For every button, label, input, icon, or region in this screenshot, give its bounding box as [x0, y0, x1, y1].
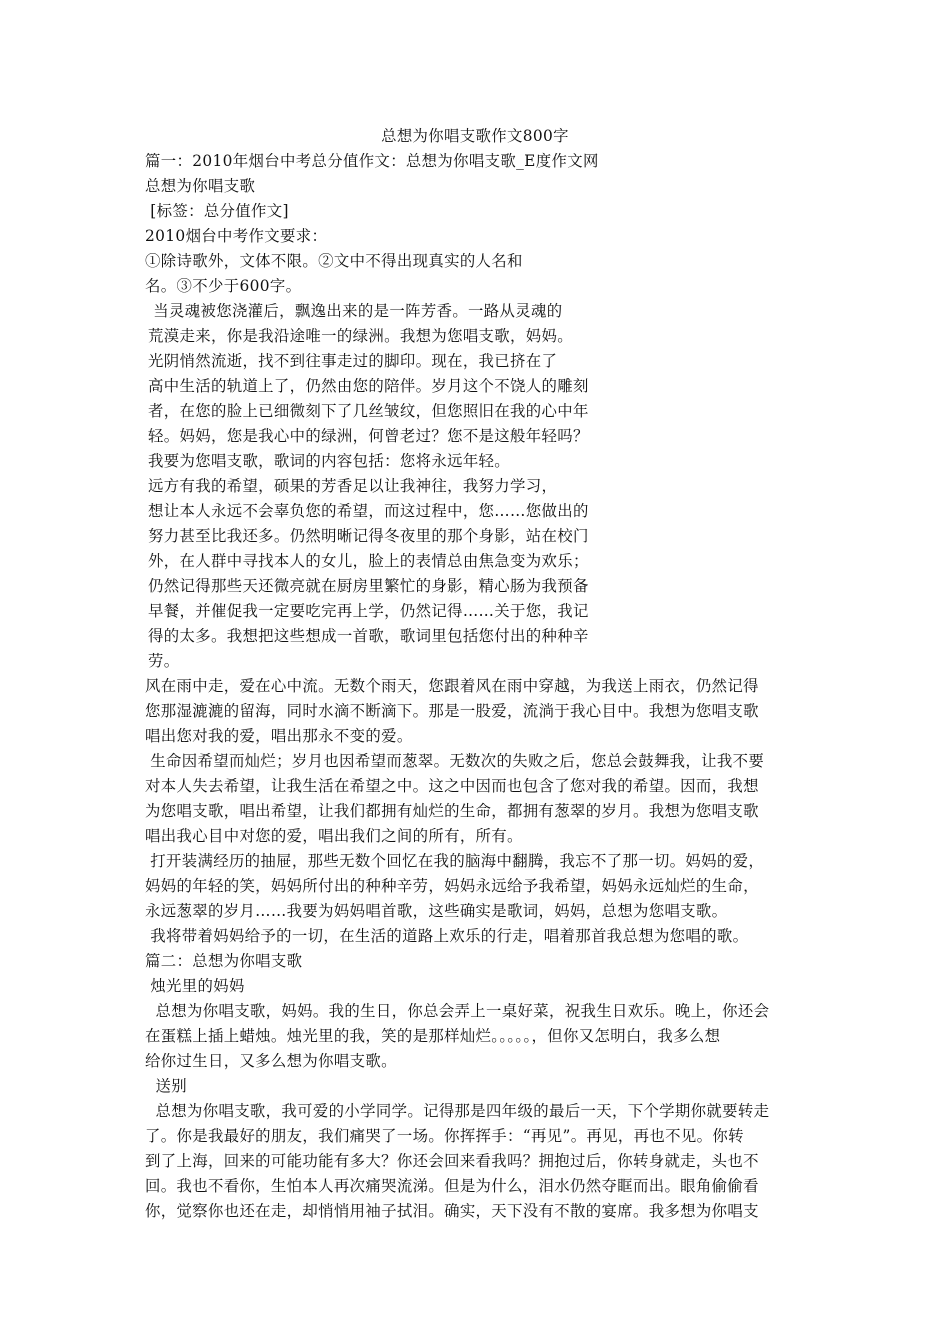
text-line: 光阴悄然流逝，找不到往事走过的脚印。现在，我已挤在了 [148, 352, 558, 370]
text-line: 我将带着妈妈给予的一切，在生活的道路上欢乐的行走，唱着那首我总想为您唱的歌。 [145, 927, 749, 945]
text-line: 荒漠走来，你是我沿途唯一的绿洲。我想为您唱支歌，妈妈。 [148, 327, 573, 345]
text-line: 总想为你唱支歌，妈妈。我的生日，你总会弄上一桌好菜，祝我生日欢乐。晚上，你还会 [145, 1002, 770, 1020]
text-line: 总想为你唱支歌，我可爱的小学同学。记得那是四年级的最后一天，下个学期你就要转走 [145, 1102, 770, 1120]
text-line: 了。你是我最好的朋友，我们痛哭了一场。你挥挥手：“再见”。再见，再也不见。你转 [145, 1127, 744, 1145]
text-line: 生命因希望而灿烂；岁月也因希望而葱翠。无数次的失败之后，您总会鼓舞我，让我不要 [145, 752, 765, 770]
text-line: 打开装满经历的抽屉，那些无数个回忆在我的脑海中翻腾，我忘不了那一切。妈妈的爱， [145, 852, 765, 870]
text-line: 对本人失去希望，让我生活在希望之中。这之中因而也包含了您对我的希望。因而，我想 [145, 777, 759, 795]
text-line: 远方有我的希望，硕果的芳香足以让我神往，我努力学习， [148, 477, 558, 495]
text-line: 外，在人群中寻找本人的女儿，脸上的表情总由焦急变为欢乐； [148, 552, 589, 570]
text-line: 早餐，并催促我一定要吃完再上学，仍然记得……关于您，我记 [148, 602, 589, 620]
text-line: ①除诗歌外，文体不限。②文中不得出现真实的人名和 [145, 252, 523, 270]
text-line: 在蛋糕上插上蜡烛。烛光里的我，笑的是那样灿烂。。。。。，但你又怎明白，我多么想 [145, 1027, 721, 1045]
text-line: 努力甚至比我还多。仍然明晰记得冬夜里的那个身影，站在校门 [148, 527, 589, 545]
text-line: 想让本人永远不会辜负您的希望，而这过程中，您……您做出的 [148, 502, 589, 520]
text-line: 劳。 [148, 652, 180, 670]
text-line: 仍然记得那些天还微亮就在厨房里繁忙的身影，精心肠为我预备 [148, 577, 589, 595]
text-line: 你，觉察你也还在走，却悄悄用袖子拭泪。确实，天下没有不散的宴席。我多想为你唱支 [145, 1202, 759, 1220]
text-line: 我要为您唱支歌，歌词的内容包括：您将永远年轻。 [148, 452, 511, 470]
section-heading: 篇二：总想为你唱支歌 [145, 952, 303, 970]
text-line: 总想为你唱支歌 [145, 177, 256, 195]
text-line: 得的太多。我想把这些想成一首歌，歌词里包括您付出的种种辛 [148, 627, 589, 645]
text-line: 高中生活的轨道上了，仍然由您的陪伴。岁月这个不饶人的雕刻 [148, 377, 589, 395]
text-line: 当灵魂被您浇灌后，飘逸出来的是一阵芳香。一路从灵魂的 [148, 302, 563, 320]
text-line: 到了上海，回来的可能功能有多大？你还会回来看我吗？拥抱过后，你转身就走，头也不 [145, 1152, 759, 1170]
text-line: 名。③不少于600字。 [145, 277, 302, 295]
text-line: 回。我也不看你，生怕本人再次痛哭流涕。但是为什么，泪水仍然夺眶而出。眼角偷偷看 [145, 1177, 759, 1195]
text-line: 风在雨中走，爱在心中流。无数个雨天，您跟着风在雨中穿越，为我送上雨衣，仍然记得 [145, 677, 759, 695]
text-line: 给你过生日，又多么想为你唱支歌。 [145, 1052, 397, 1070]
document-title: 总想为你唱支歌作文800字 [381, 127, 569, 145]
text-line: 者，在您的脸上已细微刻下了几丝皱纹，但您照旧在我的心中年 [148, 402, 589, 420]
text-line: 唱出我心目中对您的爱，唱出我们之间的所有，所有。 [145, 827, 523, 845]
text-line: 2010烟台中考作文要求： [145, 227, 328, 245]
text-line: 您那湿漉漉的留海，同时水滴不断滴下。那是一股爱，流淌于我心目中。我想为您唱支歌 [145, 702, 759, 720]
text-line: 为您唱支歌，唱出希望，让我们都拥有灿烂的生命，都拥有葱翠的岁月。我想为您唱支歌 [145, 802, 759, 820]
text-line: [标签：总分值作文] [145, 202, 289, 220]
text-line: 篇一：2010年烟台中考总分值作文：总想为你唱支歌_E度作文网 [145, 152, 599, 170]
text-line: 送别 [145, 1077, 187, 1095]
text-line: 妈妈的年轻的笑，妈妈所付出的种种辛劳，妈妈永远给予我希望，妈妈永远灿烂的生命， [145, 877, 759, 895]
text-line: 永远葱翠的岁月……我要为妈妈唱首歌，这些确实是歌词，妈妈，总想为您唱支歌。 [145, 902, 728, 920]
text-line: 轻。妈妈，您是我心中的绿洲，何曾老过？您不是这般年轻吗？ [148, 427, 589, 445]
text-line: 唱出您对我的爱，唱出那永不变的爱。 [145, 727, 413, 745]
text-line: 烛光里的妈妈 [145, 977, 245, 995]
